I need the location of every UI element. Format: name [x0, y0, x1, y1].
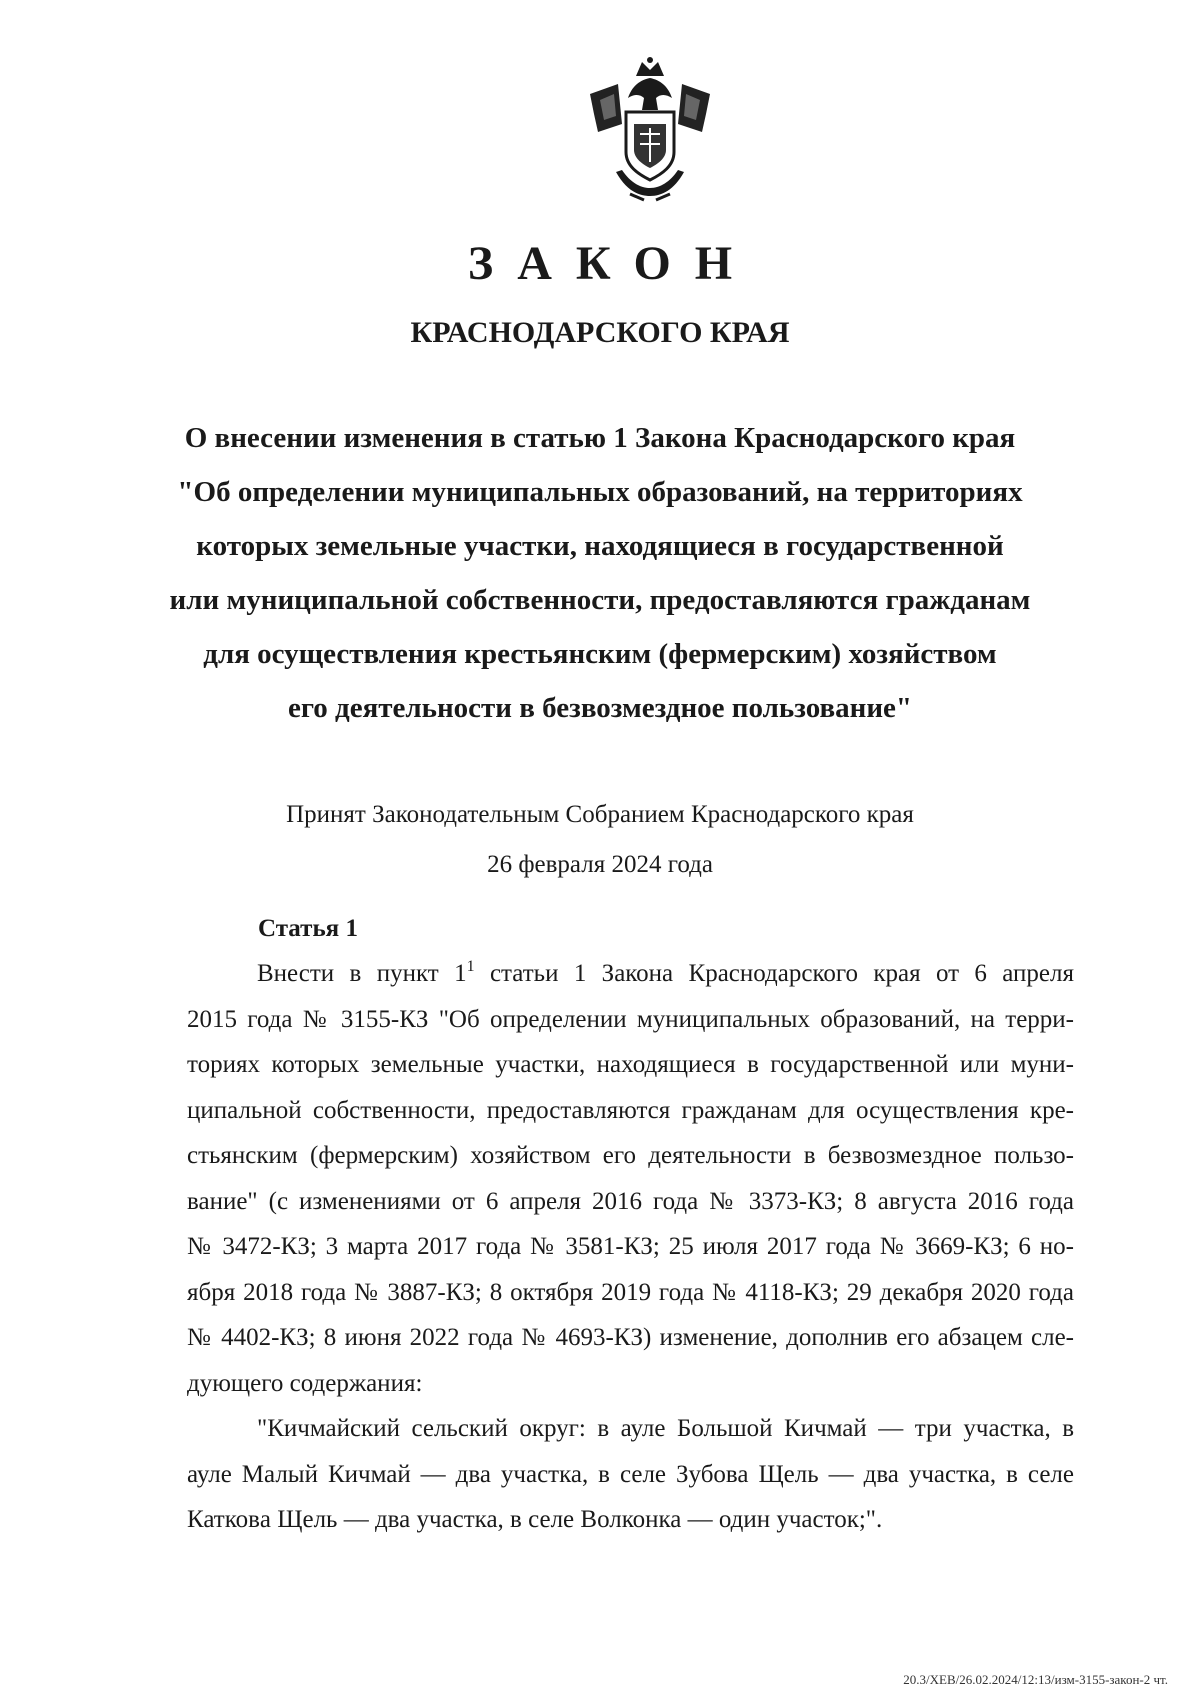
- paragraph-line: ториях которых земельные участки, находящиеся в государственной или муни-: [187, 1051, 1074, 1078]
- title-line: которых земельные участки, находящиеся в государственной: [196, 530, 1004, 562]
- title-line: О внесении изменения в статью 1 Закона Краснодарского края: [184, 422, 1016, 454]
- coat-of-arms-graphic: [570, 54, 730, 204]
- document-type: ЗАКОН: [467, 237, 757, 290]
- title-line: "Об определении муниципальных образований, на территориях: [177, 476, 1023, 508]
- paragraph-line: вание" (с изменениями от 6 апреля 2016 года № 3373-КЗ; 8 августа 2016 года: [187, 1187, 1074, 1215]
- document-region: КРАСНОДАРСКОГО КРАЯ: [410, 316, 790, 349]
- coat-of-arms-icon: [570, 54, 730, 204]
- paragraph-line: № 3472-КЗ; 3 марта 2017 года № 3581-КЗ; 25 июля 2017 года № 3669-КЗ; 6 но-: [187, 1233, 1074, 1260]
- adoption-note: [0, 790, 1200, 890]
- paragraph-line: "Кичмайский сельский округ: в ауле Большой Кичмай — три участка, в: [257, 1415, 1074, 1442]
- paragraph-line: 2015 года № 3155-КЗ "Об определении муниципальных образований, на терри-: [187, 1005, 1074, 1033]
- document-reference-code: 20.3/ХЕВ/26.02.2024/12:13/изм-3155-закон-2 чт.: [903, 1672, 1168, 1687]
- title-line: для осуществления крестьянским (фермерским) хозяйством: [203, 638, 997, 670]
- paragraph-line: ципальной собственности, предоставляются гражданам для осуществления кре-: [187, 1096, 1074, 1124]
- superscript: 1: [466, 958, 475, 975]
- adoption-date: 26 февраля 2024 года: [487, 851, 713, 878]
- article-body: [187, 951, 1074, 1543]
- title-line: его деятельности в безвозмездное пользование": [287, 692, 913, 724]
- paragraph-line: дующего содержания:: [187, 1369, 423, 1397]
- paragraph-line: Внести в пункт $1^1$ статьи 1 Закона Краснодарского края от 6 апреля: [257, 958, 1075, 987]
- paragraph-line: Катковa Щель — два участка, в селе Волконка — один участок;".: [187, 1506, 883, 1533]
- adoption-body: Принят Законодательным Собранием Краснодарского края: [286, 801, 914, 828]
- paragraph-line: ября 2018 года № 3887-КЗ; 8 октября 2019 года № 4118-КЗ; 29 декабря 2020 года: [187, 1278, 1074, 1306]
- document-title: [150, 411, 1050, 735]
- paragraph-line: ауле Малый Кичмай — два участка, в селе Зубова Щель — два участка, в селе: [187, 1460, 1074, 1488]
- paragraph-line: стьянским (фермерским) хозяйством его деятельности в безвозмездное пользо-: [187, 1142, 1074, 1169]
- paragraph-line: № 4402-КЗ; 8 июня 2022 года № 4693-КЗ) изменение, дополнив его абзацем сле-: [187, 1324, 1074, 1351]
- article-heading: Статья 1: [258, 915, 358, 942]
- title-line: или муниципальной собственности, предоставляются гражданам: [169, 584, 1031, 616]
